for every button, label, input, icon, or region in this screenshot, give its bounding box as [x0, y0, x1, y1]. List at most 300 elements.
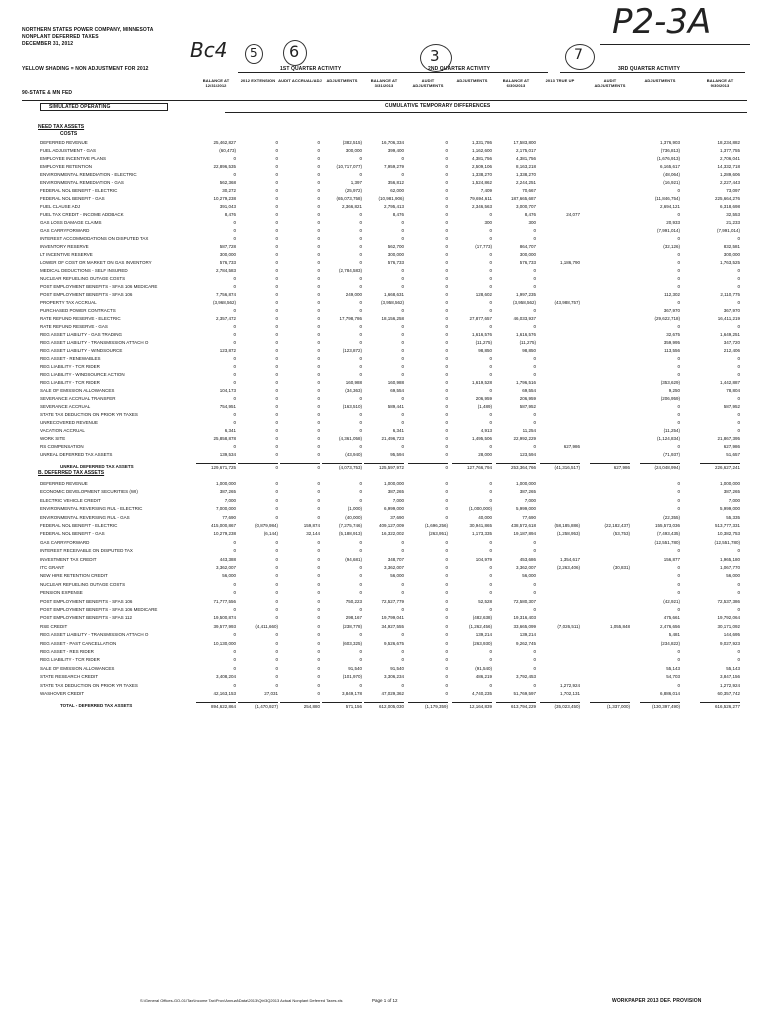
row-value: 0 [489, 539, 492, 545]
row-value: 0 [317, 300, 320, 305]
row-value: 0 [677, 324, 680, 329]
row-value: 0 [233, 444, 236, 449]
row-value: (5,188,913) [338, 531, 362, 537]
row-value: 0 [317, 489, 320, 495]
row-value: 0 [317, 412, 320, 417]
row-value: 0 [359, 276, 362, 281]
row-value: 10,279,238 [213, 196, 236, 201]
row-value: 0 [317, 332, 320, 337]
row-value: 415,000,867 [210, 523, 236, 528]
row-value: 0 [489, 260, 492, 265]
row-value: 0 [317, 196, 320, 201]
row-value: (94,681) [345, 556, 362, 562]
row-value: 0 [737, 420, 740, 425]
row-value: 3,306,234 [383, 674, 404, 680]
row-value: 1,649,251 [719, 332, 740, 337]
row-value: 0 [533, 665, 536, 671]
row-value: 0 [233, 539, 236, 545]
row-value: 0 [737, 590, 740, 596]
row-value: 0 [737, 396, 740, 401]
row-value: (30,831) [613, 565, 630, 570]
row-value: 25,858,878 [213, 436, 236, 441]
row-label: NUCLEAR REFUELING OUTAGE COSTS [40, 581, 126, 587]
row-value: 0 [401, 396, 404, 401]
column-header: BALANCE AT 12/31/2012 [202, 78, 230, 88]
row-value: 0 [737, 356, 740, 361]
row-value: 0 [317, 565, 320, 570]
row-value: (353,629) [660, 380, 680, 385]
row-value: (11,275) [475, 340, 492, 345]
row-value: (7,026,511) [557, 623, 580, 629]
row-value: (29,622,718) [654, 316, 680, 321]
header-rule [22, 100, 747, 101]
row-value: 1,377,755 [719, 148, 740, 153]
row-value: 356,812 [387, 180, 404, 185]
row-value: 0 [677, 356, 680, 361]
row-label: POST EMPLOYMENT BENEFITS - SFAS 106 MEDICARE [40, 284, 158, 289]
row-value: 155,573,036 [654, 523, 680, 528]
row-value: 0 [317, 204, 320, 209]
row-value: 0 [401, 632, 404, 638]
circle-6-label: 6 [289, 42, 300, 61]
row-label: RSE CREDIT [40, 623, 68, 629]
row-value: 0 [533, 308, 536, 313]
row-value: 4,740,235 [471, 691, 492, 696]
row-value: 754,951 [219, 404, 236, 409]
row-value: 0 [445, 316, 448, 321]
row-value: (41,316,517) [540, 463, 580, 472]
q1-underline [238, 72, 408, 73]
row-value: 0 [275, 364, 278, 369]
row-value: 0 [445, 348, 448, 353]
table-row [0, 514, 770, 522]
row-value: 0 [445, 632, 448, 638]
row-value: 104,979 [475, 556, 492, 562]
row-value: 0 [445, 260, 448, 265]
row-value: 0 [401, 444, 404, 449]
row-label: PURCHASED POWER CONTRACTS [40, 308, 116, 313]
table-row [0, 251, 770, 259]
column-header: AUDIT ADJUSTMENTS [412, 78, 444, 88]
row-value: 11,254 [522, 428, 536, 433]
row-value: 1,186,790 [559, 260, 580, 265]
table-row [0, 522, 770, 530]
row-value: 55,143 [666, 665, 680, 671]
row-value: 2,509,106 [471, 164, 492, 169]
row-value: 40,000 [478, 514, 492, 520]
row-value: 0 [677, 565, 680, 570]
row-value: 0 [489, 657, 492, 663]
row-value: 1,000,000 [383, 481, 404, 486]
table-row [0, 155, 770, 163]
row-value: 0 [445, 640, 448, 646]
row-value: 70,667 [522, 188, 536, 193]
row-value: (101,970) [342, 674, 362, 680]
row-value: 0 [275, 404, 278, 409]
row-value: 0 [317, 674, 320, 680]
row-value: (3,968,562) [212, 300, 236, 305]
row-value: 0 [445, 497, 448, 503]
row-value: 187,665,687 [510, 196, 536, 201]
table-row [0, 203, 770, 211]
row-value: 0 [317, 172, 320, 177]
row-value: 33,665,099 [513, 623, 536, 629]
row-value: 254,880 [280, 702, 320, 711]
table-row [0, 371, 770, 379]
row-value: 0 [275, 598, 278, 604]
table-row [0, 403, 770, 411]
row-value: 0 [317, 420, 320, 425]
row-value: 0 [275, 649, 278, 654]
row-value: 1,524,862 [471, 180, 492, 185]
row-value: 0 [489, 590, 492, 596]
row-value: 0 [317, 364, 320, 369]
row-label: SALE OF EMISSION ALLOWANCES [40, 665, 115, 671]
row-value: (263,930) [472, 640, 492, 646]
row-value: 0 [317, 428, 320, 433]
row-value: 8,163,218 [515, 164, 536, 169]
row-value: 7,000,000 [215, 506, 236, 512]
table-row [0, 589, 770, 597]
row-value: 3,792,453 [515, 674, 536, 680]
row-value: 0 [677, 682, 680, 688]
table-row [0, 435, 770, 443]
table-row [0, 139, 770, 147]
row-value: 0 [317, 340, 320, 345]
table-row [0, 556, 770, 564]
row-value: 0 [489, 276, 492, 281]
row-value: 0 [359, 212, 362, 217]
row-label: ENVIRONMENTAL REMEDIATION - ELECTRIC [40, 172, 137, 177]
row-value: 3,408,204 [215, 674, 236, 680]
banner-rule [225, 112, 747, 113]
row-value: 0 [275, 674, 278, 680]
row-value: 0 [317, 404, 320, 409]
row-value: 212,406 [723, 348, 740, 353]
q1-header: 1ST QUARTER ACTIVITY [280, 66, 342, 72]
row-label: FEDERAL NOL BENEFIT - ELECTRIC [40, 188, 118, 193]
row-value: 562,700 [387, 244, 404, 249]
row-value: 6,318,698 [719, 204, 740, 209]
row-value: 5,999,000 [515, 506, 536, 512]
row-value: 0 [233, 356, 236, 361]
row-label: SEVERANCE ACCRUAL TRANSFER [40, 396, 116, 401]
row-value: 1,354,617 [559, 556, 580, 562]
row-value: 0 [317, 324, 320, 329]
row-value: 0 [677, 481, 680, 486]
row-label: POST EMPLOYMENT BENEFITS - SFAS 112 [40, 615, 133, 621]
row-value: 0 [445, 164, 448, 169]
row-value: 0 [317, 649, 320, 654]
row-value: 0 [275, 396, 278, 401]
table-row [0, 539, 770, 547]
row-value: 0 [489, 489, 492, 495]
row-label: REG ASSET LIABILITY - GAS TRADING [40, 332, 123, 337]
row-value: 0 [445, 598, 448, 604]
row-value: 0 [489, 682, 492, 688]
row-value: 453,686 [519, 556, 536, 562]
row-value: 0 [359, 649, 362, 654]
row-value: (1,489) [477, 404, 492, 409]
row-value: 3,362,007 [383, 565, 404, 570]
row-value: 0 [275, 657, 278, 663]
row-value: (24,048,994) [640, 463, 680, 472]
row-value: 0 [359, 364, 362, 369]
row-value: 0 [233, 649, 236, 654]
row-value: (16,921) [663, 180, 680, 185]
column-header: 2013 TRUE UP [545, 78, 575, 83]
row-value: 0 [317, 356, 320, 361]
row-value: 104,173 [219, 388, 236, 393]
row-value: 91,540 [348, 665, 362, 671]
column-header: AUDIT ACCRUAL/ADJ [278, 78, 322, 83]
row-value: 0 [445, 452, 448, 457]
row-value: 0 [489, 412, 492, 417]
row-value: 300,000 [387, 252, 404, 257]
row-value: 1,338,270 [515, 172, 536, 177]
row-value: 0 [489, 228, 492, 233]
row-label: REG ASSET LIABILITY - WINDSOURCE [40, 348, 123, 353]
row-value: 0 [489, 212, 492, 217]
table-row [0, 187, 770, 195]
row-value: (1,179,359) [408, 702, 448, 711]
row-value: 129,671,725 [196, 463, 236, 472]
row-value: 0 [317, 539, 320, 545]
row-value: 0 [533, 682, 536, 688]
row-value: (42,921) [663, 598, 680, 604]
table-row [0, 581, 770, 589]
row-value: 22,896,535 [213, 164, 236, 169]
row-value: 0 [275, 148, 278, 153]
row-value: 0 [445, 148, 448, 153]
table-row [0, 219, 770, 227]
row-value: (1,124,834) [656, 436, 680, 441]
row-value: 0 [317, 452, 320, 457]
total-row [0, 463, 770, 471]
row-label: INVENTORY RESERVE [40, 244, 89, 249]
row-label: STATE TAX DEDUCTION ON PRIOR YR TAXES [40, 412, 138, 417]
row-value: 0 [677, 188, 680, 193]
row-value: 253,364,766 [496, 463, 536, 472]
row-value: 576,733 [387, 260, 404, 265]
row-value: 0 [317, 590, 320, 596]
row-value: 249,000 [345, 292, 362, 297]
circle-7-label: 7 [574, 47, 583, 63]
row-value: 0 [275, 268, 278, 273]
row-value: 0 [275, 428, 278, 433]
row-value: 0 [737, 548, 740, 554]
table-row [0, 497, 770, 505]
row-value: 19,792,064 [717, 615, 740, 621]
row-value: 0 [275, 140, 278, 145]
row-value: 0 [737, 324, 740, 329]
row-value: (1,258,953) [556, 531, 580, 537]
row-label: ENVIRONMENTAL REVERSING RUL - GAS [40, 514, 130, 520]
table-row [0, 656, 770, 664]
row-label: POST EMPLOYMENT BENEFITS - SFAS 106 MEDICARE [40, 607, 158, 612]
table-row [0, 640, 770, 648]
row-value: 0 [317, 623, 320, 629]
table-row [0, 648, 770, 656]
row-value: 613,794,229 [496, 702, 536, 711]
row-value: 7,000 [392, 497, 404, 503]
q3-underline [560, 72, 745, 73]
row-value: 0 [233, 236, 236, 241]
total-row [0, 702, 770, 710]
row-value: 0 [317, 632, 320, 638]
row-label: POST EMPLOYMENT BENEFITS - SFAS 106 [40, 598, 133, 604]
row-value: 7,756,874 [215, 292, 236, 297]
row-value: 587,728 [219, 244, 236, 249]
row-value: (1,000,000) [468, 506, 492, 512]
row-value: 0 [275, 340, 278, 345]
row-value: 0 [275, 212, 278, 217]
row-value: 10,130,000 [213, 640, 236, 646]
row-value: 0 [533, 420, 536, 425]
column-header: 2012 EXTENSION [240, 78, 276, 83]
row-value: 0 [233, 682, 236, 688]
row-value: 0 [489, 497, 492, 503]
row-value: 0 [401, 412, 404, 417]
row-value: (17,773) [475, 244, 492, 249]
row-label: MEDICAL DEDUCTIONS - SELF INSURED [40, 268, 128, 273]
table-row [0, 211, 770, 219]
row-value: 0 [317, 188, 320, 193]
row-value: 0 [317, 607, 320, 612]
row-value: 0 [317, 228, 320, 233]
row-value: 0 [233, 396, 236, 401]
row-value: 0 [275, 452, 278, 457]
row-value: 0 [359, 308, 362, 313]
row-value: 0 [445, 380, 448, 385]
row-value: 0 [445, 665, 448, 671]
row-value: (123,872) [342, 348, 362, 353]
row-label: SEVERANCE ACCRUAL [40, 404, 91, 409]
row-label: UNRECOVERED REVENUE [40, 420, 99, 425]
row-value: 0 [359, 497, 362, 503]
row-value: 0 [401, 682, 404, 688]
row-value: 0 [489, 268, 492, 273]
ref-code: P2-3A [612, 2, 712, 42]
row-value: 0 [359, 260, 362, 265]
row-value: 0 [275, 372, 278, 377]
row-value: 0 [275, 156, 278, 161]
row-value: 387,265 [219, 489, 236, 495]
table-row [0, 395, 770, 403]
row-value: (4,073,753) [322, 463, 362, 472]
row-value: 0 [275, 252, 278, 257]
table-row [0, 690, 770, 698]
row-value: 3,847,156 [719, 674, 740, 680]
row-value: 627,986 [563, 444, 580, 449]
row-label: FEDERAL NOL BENEFIT - GAS [40, 531, 105, 537]
row-value: 160,988 [345, 380, 362, 385]
table-row [0, 564, 770, 572]
row-value: 0 [677, 404, 680, 409]
table-row [0, 451, 770, 459]
table-row [0, 673, 770, 681]
table-row [0, 505, 770, 513]
row-value: 6,165,617 [659, 164, 680, 169]
row-value: 8,476 [524, 212, 536, 217]
row-value: 2,175,017 [515, 148, 536, 153]
row-value: 0 [401, 228, 404, 233]
row-value: 0 [677, 260, 680, 265]
row-value: 0 [677, 420, 680, 425]
table-row [0, 547, 770, 555]
row-value: (6,144) [263, 531, 278, 537]
row-label: INTEREST ACCOMMODATIONS ON DISPUTED TAX [40, 236, 149, 241]
table-row [0, 387, 770, 395]
row-value: 0 [533, 364, 536, 369]
row-value: 0 [317, 284, 320, 289]
row-value: 51,657 [726, 452, 740, 457]
row-value: 0 [489, 300, 492, 305]
row-value: (43,988,757) [554, 300, 580, 305]
row-value: 0 [275, 506, 278, 512]
column-header: ADJUSTMENTS [644, 78, 676, 83]
row-value: 9,262,745 [515, 640, 536, 646]
row-value: 0 [233, 332, 236, 337]
row-value: 0 [489, 364, 492, 369]
row-value: 2,357,472 [215, 316, 236, 321]
row-value: 0 [677, 236, 680, 241]
row-value: 0 [489, 649, 492, 654]
row-value: (71,937) [663, 452, 680, 457]
row-value: 0 [445, 172, 448, 177]
row-value: 0 [445, 396, 448, 401]
table-row [0, 307, 770, 315]
row-value: 28,000 [478, 452, 492, 457]
row-value: 56,000 [726, 573, 740, 579]
row-value: 0 [317, 252, 320, 257]
table-row [0, 572, 770, 580]
row-value: 2,244,251 [515, 180, 536, 185]
row-value: 0 [401, 420, 404, 425]
row-value: 0 [359, 444, 362, 449]
row-value: 0 [275, 276, 278, 281]
row-value: 750,223 [345, 598, 362, 604]
row-value: 300,000 [219, 252, 236, 257]
row-value: 7,000 [728, 497, 740, 503]
row-value: 0 [233, 632, 236, 638]
row-value: 32,144 [306, 531, 320, 537]
row-label: FUEL CLAUSE ADJ [40, 204, 81, 209]
row-value: 0 [445, 506, 448, 512]
row-value: 0 [233, 581, 236, 587]
row-value: 0 [275, 607, 278, 612]
table-row [0, 267, 770, 275]
row-label: DEFERRED REVENUE [40, 140, 88, 145]
row-value: 77,690 [222, 514, 236, 520]
row-value: (130,397,490) [640, 702, 680, 711]
row-value: 0 [445, 573, 448, 579]
row-value: 47,029,362 [381, 691, 404, 696]
row-value: 0 [737, 276, 740, 281]
table-row [0, 275, 770, 283]
row-value: 0 [359, 565, 362, 570]
table-row [0, 623, 770, 631]
row-value: 0 [737, 268, 740, 273]
row-value: 7,000 [224, 497, 236, 503]
row-label: UNREAL DEFERRED TAX ASSETS [60, 464, 134, 469]
row-value: 0 [445, 300, 448, 305]
row-value: 0 [737, 428, 740, 433]
row-value: 0 [445, 212, 448, 217]
row-value: 0 [533, 657, 536, 663]
row-value: 0 [401, 607, 404, 612]
table-row [0, 419, 770, 427]
